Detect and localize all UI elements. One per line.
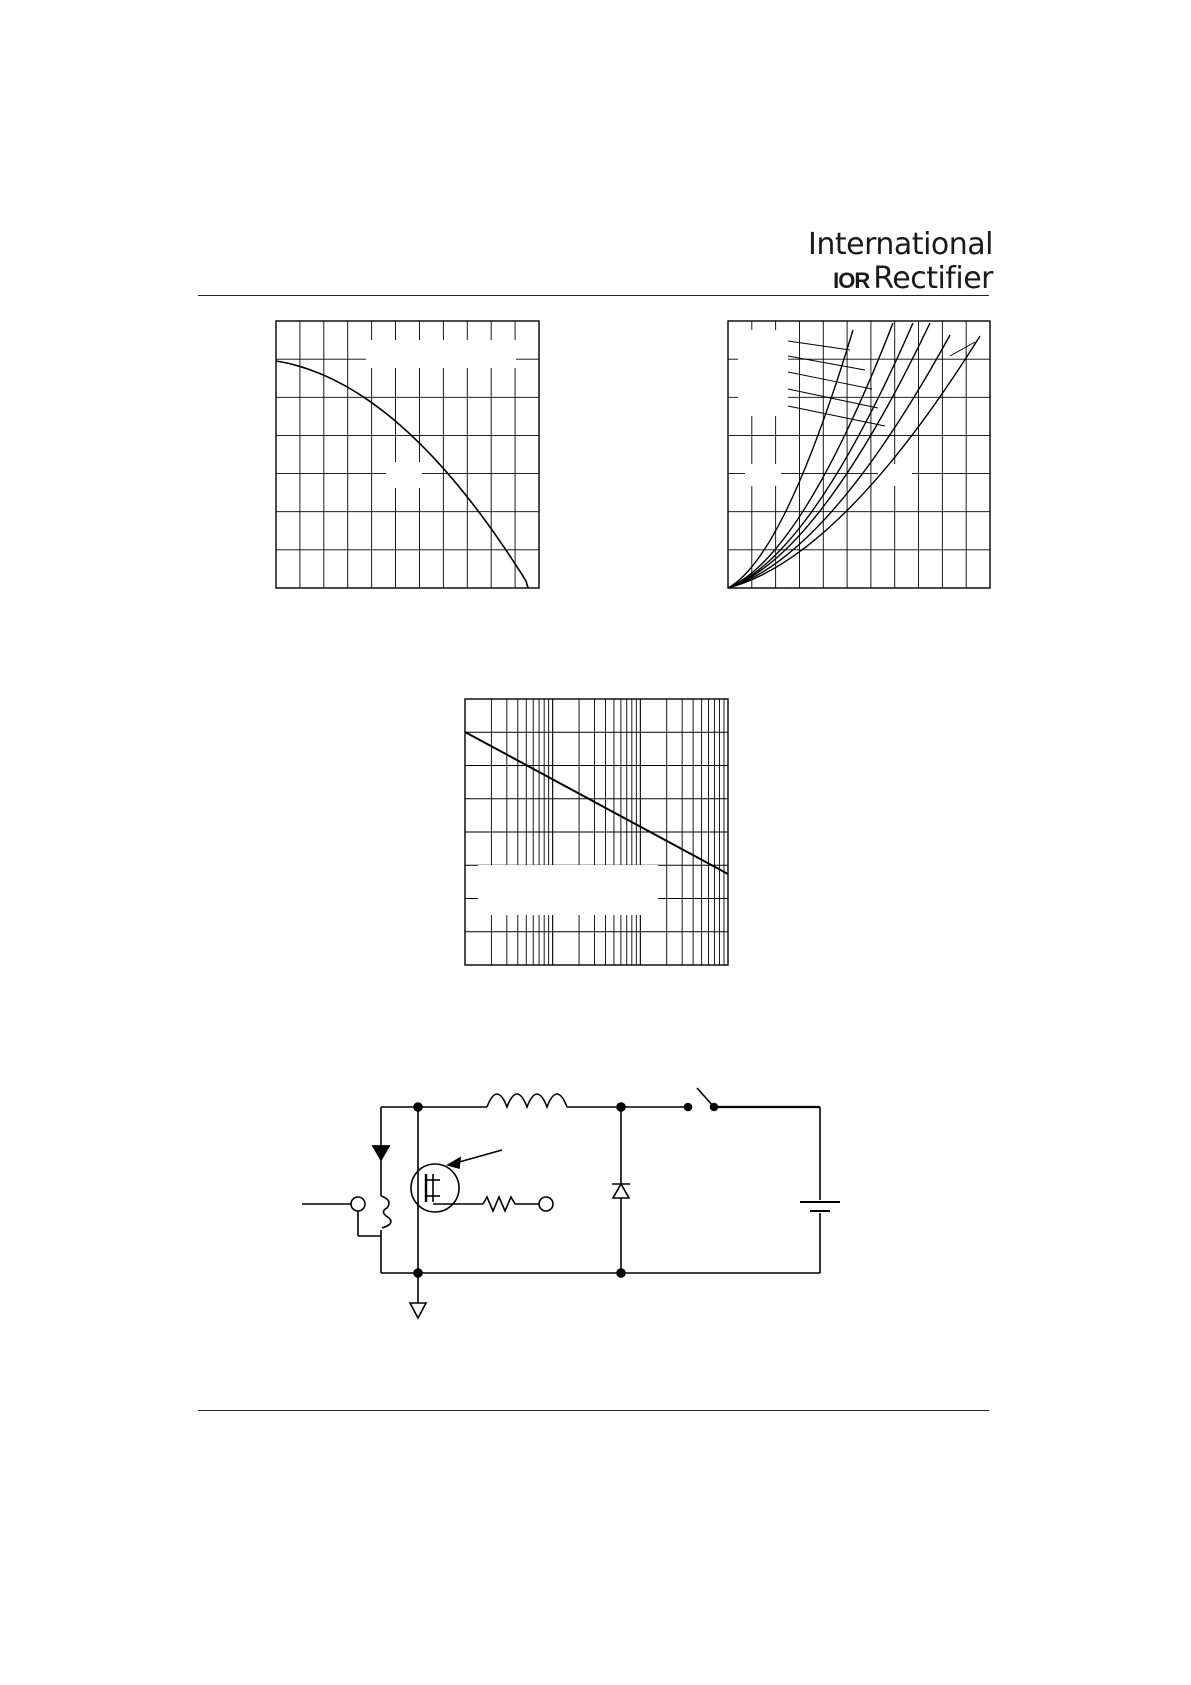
dut-pointer-arrowhead	[448, 1158, 460, 1168]
diode-freewheel	[613, 1184, 629, 1198]
gate-terminal	[539, 1197, 553, 1211]
ground-icon	[410, 1303, 426, 1318]
chart-top-left	[276, 321, 539, 588]
chart-middle	[465, 699, 728, 965]
circuit-schematic	[302, 1088, 840, 1318]
probe-terminal	[351, 1197, 365, 1211]
chart-top-left-label-mask-2	[386, 462, 422, 488]
chart-top-right-legend-mask	[738, 330, 788, 416]
chart-middle-grid	[465, 699, 728, 965]
switch-blade	[697, 1088, 714, 1107]
legend-leader-line	[788, 406, 885, 426]
chart-top-right-label-mask	[745, 464, 781, 486]
chart-top-right-label-mask-2	[878, 464, 912, 486]
legend-leader-line	[788, 372, 872, 389]
switch-contact-left	[685, 1104, 692, 1111]
ior-logo: IOR	[833, 268, 870, 293]
brand-name-rectifier: Rectifier	[873, 261, 993, 296]
diode-left	[373, 1146, 389, 1160]
current-probe-coil	[381, 1196, 391, 1228]
chart-top-right	[728, 321, 990, 588]
junction-top-left	[414, 1103, 422, 1111]
junction-bottom-mid	[617, 1269, 625, 1277]
junction-top-mid	[617, 1103, 625, 1111]
inductor	[487, 1094, 567, 1107]
chart-top-left-label-mask	[366, 340, 516, 368]
legend-leader-line	[788, 341, 850, 350]
gate-resistor	[483, 1197, 515, 1211]
chart-middle-label-mask	[478, 865, 658, 915]
chart-middle-line	[465, 732, 728, 874]
brand-name-international: International	[808, 227, 993, 262]
